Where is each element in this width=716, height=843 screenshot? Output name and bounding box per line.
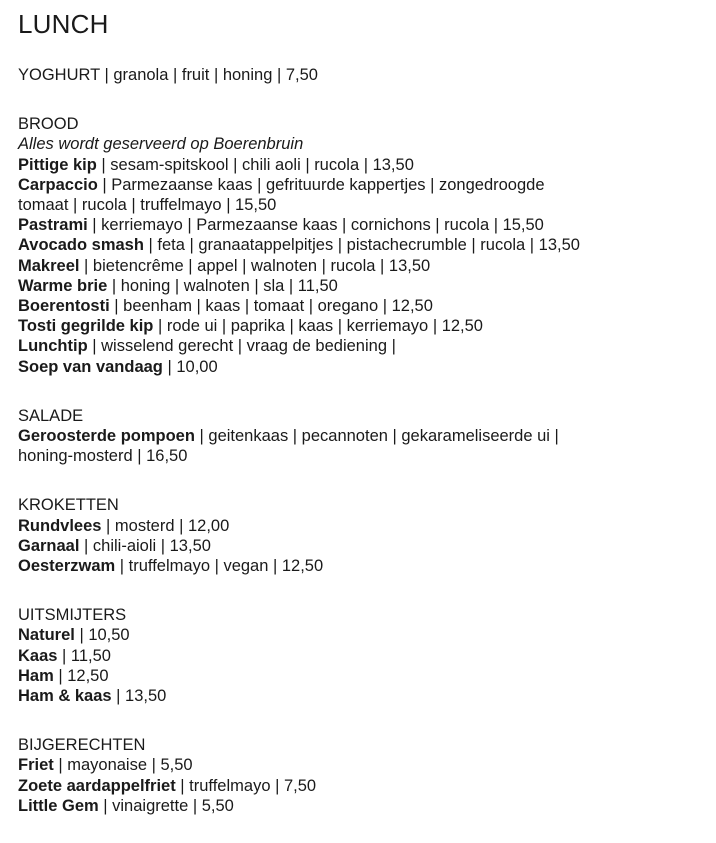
- item-details: | honing | walnoten | sla | 11,50: [107, 276, 338, 295]
- item-name: Boerentosti: [18, 297, 110, 316]
- item-name: Ham & kaas: [18, 687, 112, 706]
- item-details: | mosterd | 12,00: [101, 516, 230, 535]
- menu-item: [18, 666, 618, 686]
- item-name: Garnaal: [18, 536, 80, 555]
- item-name: Pastrami: [18, 216, 88, 235]
- item-details: | geitenkaas | pecannoten | gekarameliseerde ui | honing-mosterd | 16,50: [18, 427, 559, 466]
- item-details: | Parmezaanse kaas | gefrituurde kappertjes | zongedroogde tomaat | rucola | truffelmayo | 15,50: [18, 175, 545, 215]
- section-uitsmijters: [18, 605, 618, 706]
- section-title: UITSMIJTERS: [18, 606, 127, 625]
- item-name: Friet: [18, 756, 54, 775]
- item-details: | kerriemayo | Parmezaanse kaas | cornichons | rucola | 15,50: [87, 216, 544, 235]
- item-details: | vinaigrette | 5,50: [98, 796, 234, 815]
- menu-item: [18, 796, 618, 816]
- page-title: LUNCH: [18, 9, 109, 39]
- menu-item: [18, 256, 618, 276]
- item-name: Rundvlees: [18, 516, 102, 535]
- item-details: | chili-aioli | 13,50: [79, 536, 211, 555]
- item-details: | wisselend gerecht | vraag de bediening |: [87, 337, 396, 356]
- item-name: Pittige kip: [18, 155, 97, 174]
- item-name: Lunchtip: [18, 337, 88, 356]
- item-details: | 13,50: [111, 687, 167, 706]
- menu-item: [18, 155, 618, 175]
- yoghurt-item: YOGHURT | granola | fruit | honing | 7,50: [18, 66, 318, 84]
- item-details: | bietencrême | appel | walnoten | rucola | 13,50: [79, 256, 431, 275]
- item-details: | sesam-spitskool | chili aoli | rucola | 13,50: [96, 155, 414, 174]
- menu-item: [18, 755, 618, 775]
- item-details: | feta | granaatappelpitjes | pistachecrumble | rucola | 13,50: [143, 236, 580, 255]
- item-name: Warme brie: [18, 276, 108, 295]
- menu-item: [18, 646, 618, 666]
- item-details: | 12,50: [53, 666, 109, 685]
- section-bijgerechten: [18, 735, 618, 816]
- section-title: KROKETTEN: [18, 496, 119, 515]
- item-name: Zoete aardappelfriet: [18, 776, 176, 795]
- menu-item: [18, 276, 618, 296]
- item-name: Naturel: [18, 626, 75, 645]
- menu-item: [18, 357, 618, 377]
- menu-item: [18, 686, 618, 706]
- item-name: Oesterzwam: [18, 557, 116, 576]
- item-name: Makreel: [18, 256, 80, 275]
- menu-item: [18, 235, 618, 255]
- menu-item: [18, 336, 618, 356]
- item-details: | truffelmayo | vegan | 12,50: [115, 557, 324, 576]
- menu-item: [18, 516, 618, 536]
- section-title: SALADE: [18, 406, 84, 425]
- item-name: Kaas: [18, 646, 58, 665]
- menu-item: [18, 625, 618, 645]
- menu-item: [18, 556, 618, 576]
- menu-item: [18, 175, 578, 215]
- section-note: Alles wordt geserveerd op Boerenbruin: [18, 135, 304, 154]
- section-title: BIJGERECHTEN: [18, 736, 146, 755]
- item-details: | beenham | kaas | tomaat | oregano | 12,50: [109, 297, 433, 316]
- item-name: Tosti gegrilde kip: [18, 317, 154, 336]
- section-kroketten: [18, 495, 618, 576]
- item-details: | mayonaise | 5,50: [53, 756, 193, 775]
- section-brood: [18, 114, 618, 377]
- menu-item: [18, 316, 618, 336]
- item-details: | truffelmayo | 7,50: [175, 776, 317, 795]
- item-name: Geroosterde pompoen: [18, 427, 195, 446]
- item-details: | 10,50: [74, 626, 130, 645]
- item-name: Ham: [18, 666, 54, 685]
- menu-item: [18, 776, 618, 796]
- menu-item: [18, 426, 593, 466]
- menu-item: [18, 215, 618, 235]
- item-name: Soep van vandaag: [18, 357, 163, 376]
- item-details: | rode ui | paprika | kaas | kerriemayo | 12,50: [153, 317, 483, 336]
- menu-item: [18, 536, 618, 556]
- item-name: Little Gem: [18, 796, 99, 815]
- menu-page: [18, 9, 618, 816]
- section-title: BROOD: [18, 115, 79, 134]
- item-details: | 10,00: [162, 357, 218, 376]
- section-salade: [18, 406, 618, 467]
- item-name: Carpaccio: [18, 175, 98, 194]
- item-details: | 11,50: [57, 646, 111, 665]
- item-name: Avocado smash: [18, 236, 144, 255]
- menu-item: [18, 296, 618, 316]
